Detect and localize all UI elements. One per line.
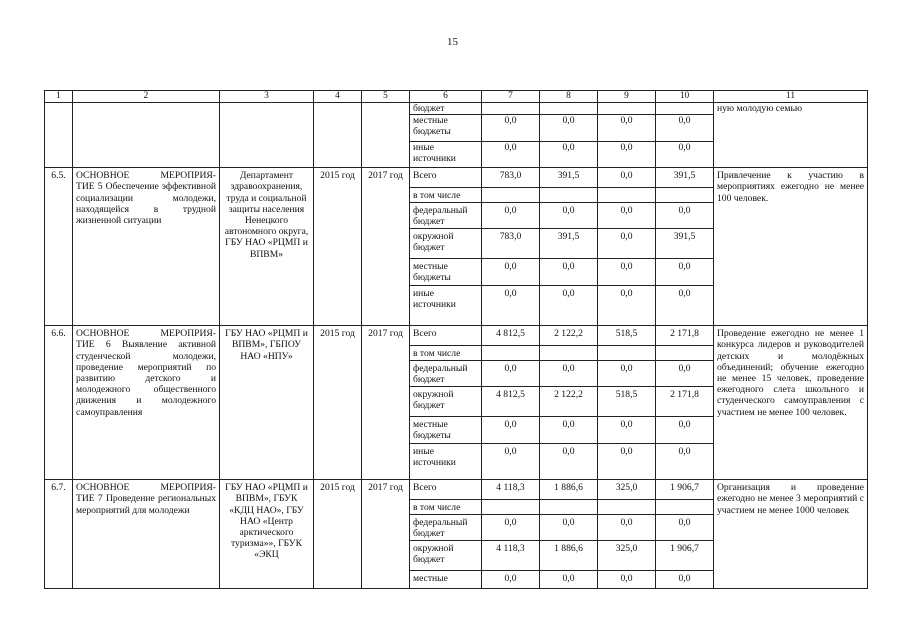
amount-cell: 0,0 — [598, 203, 656, 229]
amount-cell: 1 886,6 — [540, 541, 598, 571]
source-label: окружной бюджет — [410, 229, 482, 259]
amount-cell: 0,0 — [540, 115, 598, 142]
amount-cell: 783,0 — [482, 229, 540, 259]
source-label: в том числе — [410, 346, 482, 361]
activity-name — [73, 480, 220, 589]
source-label: федеральный бюджет — [410, 515, 482, 541]
executor: ГБУ НАО «РЦМП и ВПВМ», ГБПОУ НАО «НПУ» — [220, 326, 314, 480]
column-header: 3 — [220, 91, 314, 103]
amount-cell — [540, 103, 598, 115]
amount-cell: 0,0 — [656, 115, 714, 142]
amount-cell: 325,0 — [598, 480, 656, 500]
amount-cell: 0,0 — [482, 203, 540, 229]
activity-name — [73, 326, 220, 480]
source-label: бюджет — [410, 103, 482, 115]
amount-cell: 325,0 — [598, 541, 656, 571]
amount-cell — [598, 188, 656, 203]
end-year: 2017 год — [362, 480, 410, 589]
amount-cell: 783,0 — [482, 168, 540, 188]
expected-result: Организация и проведение ежегодно не менее 3 мероприятий с участием не менее 1000 человек — [714, 480, 868, 589]
amount-cell: 1 906,7 — [656, 480, 714, 500]
amount-cell — [482, 188, 540, 203]
amount-cell: 518,5 — [598, 387, 656, 417]
amount-cell: 4 812,5 — [482, 387, 540, 417]
activity-heading: ОСНОВНОЕ МЕРОПРИЯ- — [76, 170, 216, 182]
activity-heading: ОСНОВНОЕ МЕРОПРИЯ- — [76, 328, 216, 340]
table-row — [45, 326, 868, 346]
amount-cell — [656, 188, 714, 203]
source-label: иные источники — [410, 286, 482, 326]
item-number: 6.6. — [45, 326, 73, 480]
amount-cell: 391,5 — [656, 229, 714, 259]
source-label: окружной бюджет — [410, 387, 482, 417]
activity-heading: ОСНОВНОЕ МЕРОПРИЯ- — [76, 482, 216, 494]
cell-start — [314, 103, 362, 168]
amount-cell: 0,0 — [482, 286, 540, 326]
source-label: в том числе — [410, 188, 482, 203]
table-row — [45, 168, 868, 188]
amount-cell: 2 122,2 — [540, 387, 598, 417]
amount-cell: 0,0 — [540, 571, 598, 589]
amount-cell — [482, 346, 540, 361]
amount-cell: 0,0 — [598, 361, 656, 387]
column-header: 5 — [362, 91, 410, 103]
activity-description: ТИЕ 6 Выявление активной студенческой молодежи, проведение мероприятий по развитию детского и молодежного общественного движения и молодежного самоуправления — [76, 339, 216, 418]
amount-cell: 0,0 — [598, 515, 656, 541]
item-number: 6.5. — [45, 168, 73, 326]
amount-cell: 2 171,8 — [656, 387, 714, 417]
amount-cell: 0,0 — [482, 444, 540, 480]
column-header: 10 — [656, 91, 714, 103]
cell-name — [73, 103, 220, 168]
amount-cell — [482, 500, 540, 515]
amount-cell: 0,0 — [540, 286, 598, 326]
amount-cell — [656, 500, 714, 515]
expected-result: Привлечение к участию в мероприятиях ежегодно не менее 100 человек. — [714, 168, 868, 326]
source-label: Всего — [410, 480, 482, 500]
amount-cell: 0,0 — [482, 515, 540, 541]
cell-executor — [220, 103, 314, 168]
amount-cell: 2 122,2 — [540, 326, 598, 346]
amount-cell: 4 118,3 — [482, 480, 540, 500]
amount-cell: 2 171,8 — [656, 326, 714, 346]
amount-cell: 0,0 — [598, 286, 656, 326]
cell-num — [45, 103, 73, 168]
amount-cell: 0,0 — [540, 444, 598, 480]
activity-description: ТИЕ 5 Обеспечение эффективной социализации молодежи, находящейся в трудной жизненной ситуации — [76, 181, 216, 227]
column-header: 2 — [73, 91, 220, 103]
amount-cell: 0,0 — [598, 571, 656, 589]
amount-cell: 0,0 — [598, 168, 656, 188]
amount-cell: 0,0 — [656, 571, 714, 589]
amount-cell: 0,0 — [598, 444, 656, 480]
activity-name — [73, 168, 220, 326]
amount-cell — [540, 500, 598, 515]
amount-cell: 0,0 — [598, 259, 656, 286]
amount-cell: 0,0 — [482, 259, 540, 286]
table-row — [45, 103, 868, 115]
amount-cell: 518,5 — [598, 326, 656, 346]
source-label: местные бюджеты — [410, 417, 482, 444]
amount-cell: 391,5 — [656, 168, 714, 188]
amount-cell: 0,0 — [482, 115, 540, 142]
page-number: 15 — [447, 36, 458, 48]
amount-cell — [656, 103, 714, 115]
end-year: 2017 год — [362, 326, 410, 480]
amount-cell: 4 118,3 — [482, 541, 540, 571]
amount-cell — [656, 346, 714, 361]
amount-cell: 0,0 — [656, 515, 714, 541]
amount-cell: 0,0 — [482, 571, 540, 589]
source-label: иные источники — [410, 142, 482, 168]
amount-cell — [598, 103, 656, 115]
source-label: федеральный бюджет — [410, 361, 482, 387]
column-header: 7 — [482, 91, 540, 103]
amount-cell: 0,0 — [598, 229, 656, 259]
source-label: окружной бюджет — [410, 541, 482, 571]
end-year: 2017 год — [362, 168, 410, 326]
amount-cell: 4 812,5 — [482, 326, 540, 346]
source-label: местные бюджеты — [410, 259, 482, 286]
amount-cell: 1 886,6 — [540, 480, 598, 500]
start-year: 2015 год — [314, 326, 362, 480]
table-body — [45, 91, 868, 589]
amount-cell: 0,0 — [540, 417, 598, 444]
amount-cell: 0,0 — [598, 142, 656, 168]
amount-cell: 0,0 — [656, 417, 714, 444]
executor: Департамент здравоохранения, труда и социальной защиты населения Ненецкого автономного округа, ГБУ НАО «РЦМП и ВПВМ» — [220, 168, 314, 326]
amount-cell: 0,0 — [656, 361, 714, 387]
amount-cell: 0,0 — [540, 142, 598, 168]
table-row — [45, 480, 868, 500]
amount-cell — [598, 346, 656, 361]
column-number-row — [45, 91, 868, 103]
source-label: федеральный бюджет — [410, 203, 482, 229]
executor: ГБУ НАО «РЦМП и ВПВМ», ГБУК «КДЦ НАО», ГБУ НАО «Центр арктического туризма»», ГБУК «ЭКЦ — [220, 480, 314, 589]
expected-result: Проведение ежегодно не менее 1 конкурса лидеров и руководителей детских и молодёжных объединений; обучение ежегодно не менее 15 человек, проведение ежегодного слета школьного и студенческого самоуправления с участием не менее 100 человек. — [714, 326, 868, 480]
amount-cell: 0,0 — [540, 203, 598, 229]
amount-cell: 0,0 — [540, 361, 598, 387]
amount-cell: 0,0 — [656, 444, 714, 480]
column-header: 9 — [598, 91, 656, 103]
amount-cell: 0,0 — [482, 417, 540, 444]
amount-cell: 0,0 — [656, 142, 714, 168]
start-year: 2015 год — [314, 168, 362, 326]
amount-cell — [482, 103, 540, 115]
source-label: местные — [410, 571, 482, 589]
item-number: 6.7. — [45, 480, 73, 589]
start-year: 2015 год — [314, 480, 362, 589]
amount-cell: 0,0 — [598, 115, 656, 142]
cell-end — [362, 103, 410, 168]
amount-cell: 1 906,7 — [656, 541, 714, 571]
column-header: 1 — [45, 91, 73, 103]
source-label: местные бюджеты — [410, 115, 482, 142]
amount-cell: 0,0 — [540, 515, 598, 541]
amount-cell: 0,0 — [482, 142, 540, 168]
column-header: 11 — [714, 91, 868, 103]
amount-cell: 391,5 — [540, 168, 598, 188]
program-table — [44, 90, 868, 589]
column-header: 4 — [314, 91, 362, 103]
column-header: 8 — [540, 91, 598, 103]
amount-cell: 391,5 — [540, 229, 598, 259]
expected-result: ную молодую семью — [714, 103, 868, 168]
activity-description: ТИЕ 7 Проведение региональных мероприятий для молодежи — [76, 493, 216, 516]
amount-cell: 0,0 — [482, 361, 540, 387]
amount-cell: 0,0 — [656, 259, 714, 286]
amount-cell: 0,0 — [540, 259, 598, 286]
amount-cell — [540, 188, 598, 203]
source-label: Всего — [410, 326, 482, 346]
source-label: Всего — [410, 168, 482, 188]
amount-cell: 0,0 — [656, 203, 714, 229]
column-header: 6 — [410, 91, 482, 103]
amount-cell: 0,0 — [656, 286, 714, 326]
amount-cell — [540, 346, 598, 361]
source-label: в том числе — [410, 500, 482, 515]
amount-cell: 0,0 — [598, 417, 656, 444]
source-label: иные источники — [410, 444, 482, 480]
amount-cell — [598, 500, 656, 515]
